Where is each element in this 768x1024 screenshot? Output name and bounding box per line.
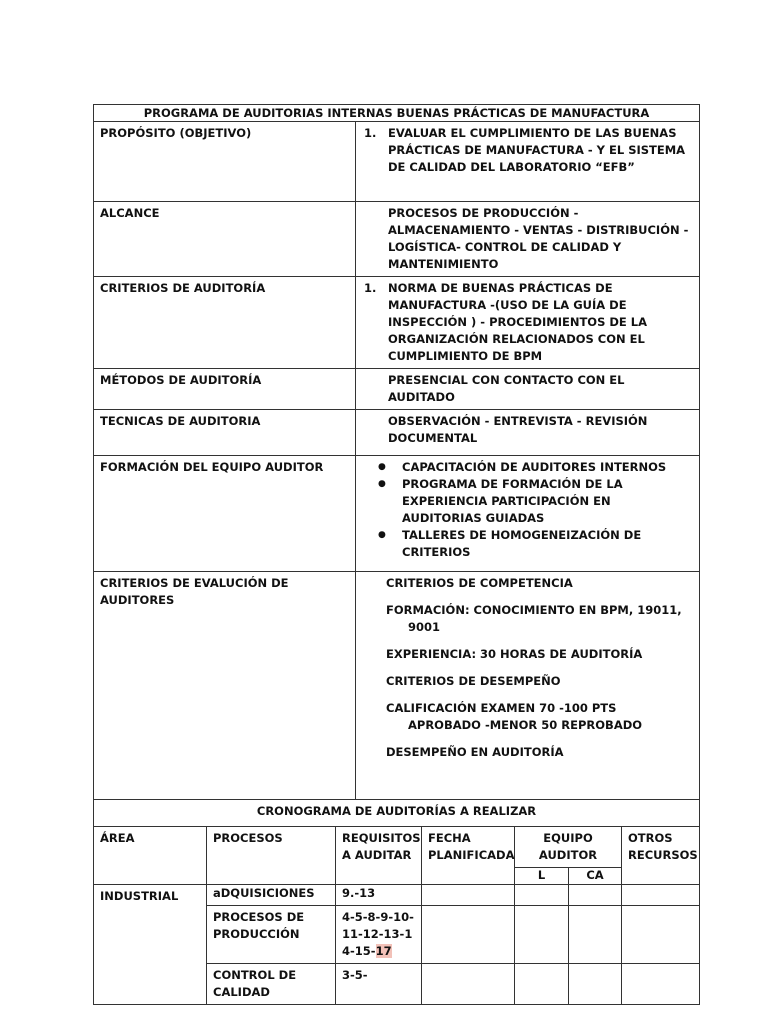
row-formacion [94, 456, 700, 572]
cell-area: INDUSTRIAL [94, 884, 207, 1004]
cell-ca [569, 905, 622, 963]
label-alcance: ALCANCE [94, 202, 356, 277]
cell-requisitos [336, 905, 422, 963]
value-alcance: PROCESOS DE PRODUCCIÓN - ALMACENAMIENTO - VENTAS - DISTRIBUCIÓN - LOGÍSTICA- CONTROL DE CALIDAD Y MANTENIMIENTO [356, 202, 700, 277]
eval-item: CALIFICACIÓN EXAMEN 70 -100 PTS APROBADO -MENOR 50 REPROBADO [386, 701, 643, 732]
eval-item: DESEMPEÑO EN AUDITORÍA [386, 745, 564, 759]
number-criterios: 1. [364, 281, 377, 295]
eval-item: FORMACIÓN: CONOCIMIENTO EN BPM, 19011, 9001 [386, 603, 682, 634]
value-proposito [356, 122, 700, 202]
program-title: PROGRAMA DE AUDITORIAS INTERNAS BUENAS PRÁCTICAS DE MANUFACTURA [94, 105, 700, 122]
list-item: ● TALLERES DE HOMOGENEIZACIÓN DE CRITERIOS [402, 527, 693, 561]
program-title-row [94, 105, 700, 122]
eval-item: EXPERIENCIA: 30 HORAS DE AUDITORÍA [386, 647, 643, 661]
row-alcance [94, 202, 700, 277]
header-fecha: FECHA PLANIFICADA [422, 826, 515, 884]
cell-requisitos: 3-5- [336, 963, 422, 1004]
cell-proceso: aDQUISICIONES [207, 884, 336, 905]
row-criterios [94, 277, 700, 369]
audit-schedule-table [93, 800, 700, 1005]
number-proposito: 1. [364, 126, 377, 140]
list-item: ● PROGRAMA DE FORMACIÓN DE LA EXPERIENCIA PARTICIPACIÓN EN AUDITORIAS GUIADAS [402, 476, 693, 527]
row-proposito [94, 122, 700, 202]
label-criterios: CRITERIOS DE AUDITORÍA [94, 277, 356, 369]
audit-program-table [93, 104, 700, 800]
table-row [94, 884, 700, 905]
row-metodos [94, 369, 700, 410]
value-tecnicas: OBSERVACIÓN - ENTREVISTA - REVISIÓN DOCUMENTAL [356, 410, 700, 456]
eval-item: CRITERIOS DE COMPETENCIA [386, 576, 573, 590]
cell-requisitos: 9.-13 [336, 884, 422, 905]
header-requisitos: REQUISITOS A AUDITAR [336, 826, 422, 884]
schedule-header-row [94, 826, 700, 867]
document-page [93, 104, 699, 1005]
label-proposito: PROPÓSITO (OBJETIVO) [94, 122, 356, 202]
cell-proceso: PROCESOS DE PRODUCCIÓN [207, 905, 336, 963]
label-evaluacion: CRITERIOS DE EVALUCIÓN DE AUDITORES [94, 572, 356, 800]
cell-otros [622, 884, 700, 905]
header-equipo-ca: CA [569, 867, 622, 884]
label-metodos: MÉTODOS DE AUDITORÍA [94, 369, 356, 410]
cell-fecha [422, 963, 515, 1004]
row-evaluacion [94, 572, 700, 800]
cell-otros [622, 905, 700, 963]
header-equipo-l: L [515, 867, 569, 884]
schedule-title-row [94, 800, 700, 826]
header-area: ÁREA [94, 826, 207, 884]
label-formacion: FORMACIÓN DEL EQUIPO AUDITOR [94, 456, 356, 572]
cell-fecha [422, 884, 515, 905]
formacion-list [356, 459, 693, 561]
cell-l [515, 963, 569, 1004]
cell-ca [569, 963, 622, 1004]
highlighted-requisito: 17 [375, 943, 392, 958]
requisitos-text: 4-5-8-9-10-11-12-13-14-15- [342, 909, 414, 958]
cell-l [515, 905, 569, 963]
cell-proceso: CONTROL DE CALIDAD [207, 963, 336, 1004]
cell-fecha [422, 905, 515, 963]
schedule-title: CRONOGRAMA DE AUDITORÍAS A REALIZAR [94, 800, 700, 826]
eval-item: CRITERIOS DE DESEMPEÑO [386, 674, 561, 688]
list-item: ● CAPACITACIÓN DE AUDITORES INTERNOS [402, 459, 693, 476]
label-tecnicas: TECNICAS DE AUDITORIA [94, 410, 356, 456]
header-procesos: PROCESOS [207, 826, 336, 884]
text-criterios: NORMA DE BUENAS PRÁCTICAS DE MANUFACTURA -(USO DE LA GUÍA DE INSPECCIÓN ) - PROCEDIMIENTOS DE LA ORGANIZACIÓN RELACIONADOS CON EL CUMPLIMIENTO DE BPM [388, 281, 647, 363]
header-otros: OTROS RECURSOS [622, 826, 700, 884]
cell-ca [569, 884, 622, 905]
cell-l [515, 884, 569, 905]
cell-otros [622, 963, 700, 1004]
value-metodos: PRESENCIAL CON CONTACTO CON EL AUDITADO [356, 369, 700, 410]
header-equipo: EQUIPO AUDITOR [515, 826, 622, 867]
text-proposito: EVALUAR EL CUMPLIMIENTO DE LAS BUENAS PRÁCTICAS DE MANUFACTURA - Y EL SISTEMA DE CALIDAD DEL LABORATORIO “EFB” [388, 126, 686, 174]
value-evaluacion [356, 572, 700, 800]
value-criterios [356, 277, 700, 369]
row-tecnicas [94, 410, 700, 456]
value-formacion [356, 456, 700, 572]
